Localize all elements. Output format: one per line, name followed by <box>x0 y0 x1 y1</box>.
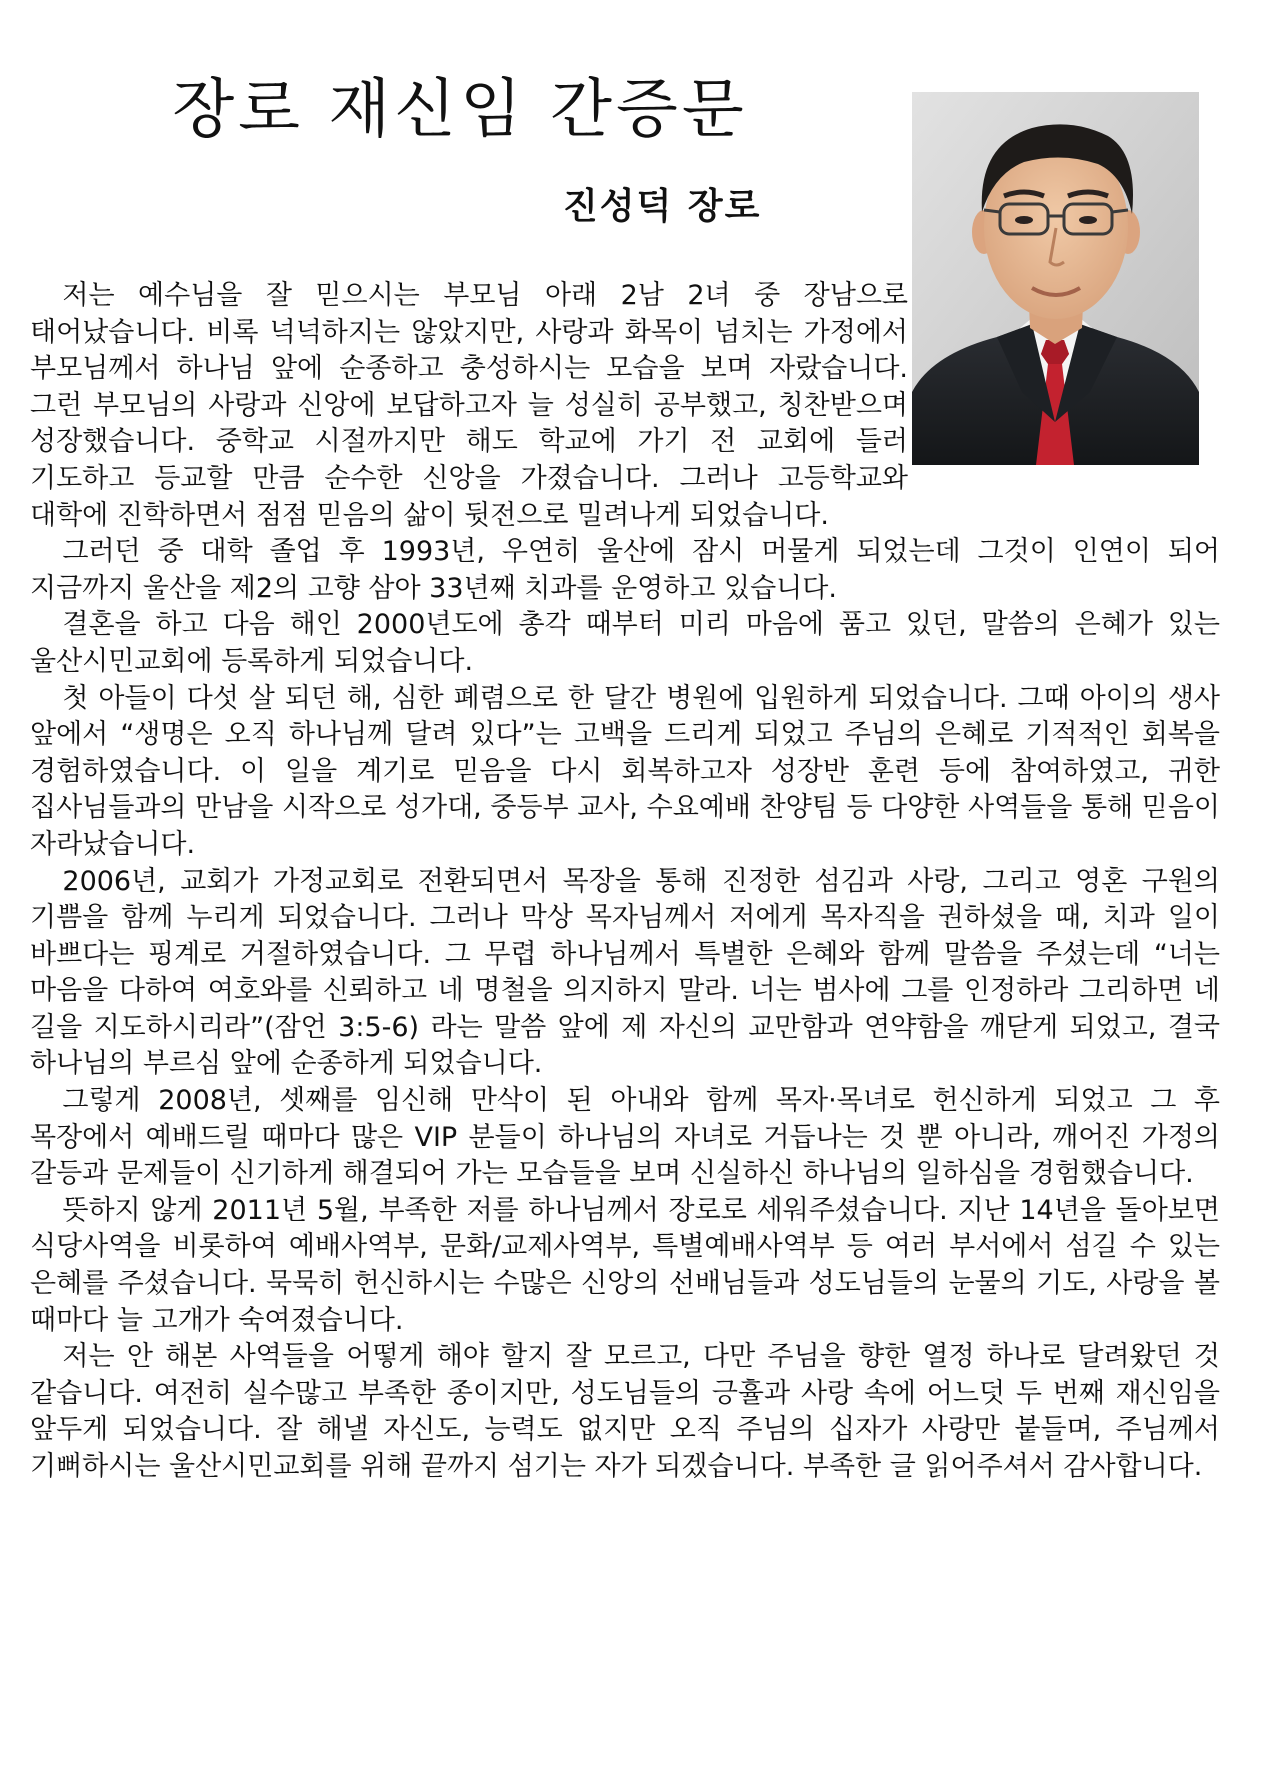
page-title: 장로 재신임 간증문 <box>172 73 748 147</box>
paragraph: 결혼을 하고 다음 해인 2000년도에 총각 때부터 미리 마음에 품고 있던, 말씀의 은혜가 있는 울산시민교회에 등록하게 되었습니다. <box>30 609 1220 677</box>
paragraph: 첫 아들이 다섯 살 되던 해, 심한 폐렴으로 한 달간 병원에 입원하게 되었습니다. 그때 아이의 생사 앞에서 “생명은 오직 하나님께 달려 있다”는 고백을 드리게 되었고 주님의 은혜로 기적적인 회복을 경험하였습니다. 이 일을 계기로 믿음을 다시 회복하고자 성장반 훈련 등에 참여하였고, 귀한 집사님들과의 만남을 시작으로 성가대, 중등부 교사, 수요예배 찬양팀 등 다양한 사역들을 통해 믿음이 자라났습니다. <box>30 682 1220 860</box>
author-name: 진성덕 장로 <box>563 186 762 227</box>
paragraph: 그러던 중 대학 졸업 후 1993년, 우연히 울산에 잠시 머물게 되었는데 그것이 인연이 되어 지금까지 울산을 제2의 고향 삼아 33년째 치과를 운영하고 있습니다. <box>30 536 1220 604</box>
paragraph: 그렇게 2008년, 셋째를 임신해 만삭이 된 아내와 함께 목자·목녀로 헌신하게 되었고 그 후 목장에서 예배드릴 때마다 많은 VIP 분들이 하나님의 자녀로 거듭나는 것 뿐 아니라, 깨어진 가정의 갈등과 문제들이 신기하게 해결되어 가는 모습들을 보며 신실하신 하나님의 일하심을 경험했습니다. <box>30 1085 1221 1190</box>
paragraph: 뜻하지 않게 2011년 5월, 부족한 저를 하나님께서 장로로 세워주셨습니다. 지난 14년을 돌아보면 식당사역을 비롯하여 예배사역부, 문화/교제사역부, 특별예배사역부 등 여러 부서에서 섬길 수 있는 은혜를 주셨습니다. 묵묵히 헌신하시는 수많은 신앙의 선배님들과 성도님들의 눈물의 기도, 사랑을 볼 때마다 늘 고개가 숙여졌습니다. <box>30 1194 1220 1336</box>
paragraph: 2006년, 교회가 가정교회로 전환되면서 목장을 통해 진정한 섬김과 사랑, 그리고 영혼 구원의 기쁨을 함께 누리게 되었습니다. 그러나 막상 목자님께서 저에게 목자직을 권하셨을 때, 치과 일이 바쁘다는 핑계로 거절하였습니다. 그 무렵 하나님께서 특별한 은혜와 함께 말씀을 주셨는데 “너는 마음을 다하여 여호와를 신뢰하고 네 명철을 의지하지 말라. 너는 범사에 그를 인정하라 그리하면 네 길을 지도하시리라”(잠언 3:5-6) 라는 말씀 앞에 제 자신의 교만함과 연약함을 깨닫게 되었고, 결국 하나님의 부르심 앞에 순종하게 되었습니다. <box>30 865 1220 1080</box>
paragraph: 저는 예수님을 잘 믿으시는 부모님 아래 2남 2녀 중 장남으로 태어났습니다. 비록 넉넉하지는 않았지만, 사랑과 화목이 넘치는 가정에서 부모님께서 하나님 앞에 순종하고 충성하시는 모습을 보며 자랐습니다. 그런 부모님의 사랑과 신앙에 보답하고자 늘 성실히 공부했고, 칭찬받으며 성장했습니다. 중학교 시절까지만 해도 학교에 가기 전 교회에 들러 기도하고 등교할 만큼 순수한 신앙을 가졌습니다. 그러나 고등학교와 대학에 진학하면서 점점 믿음의 삶이 뒷전으로 밀려나게 되었습니다. <box>30 280 908 531</box>
paragraph: 저는 안 해본 사역들을 어떻게 해야 할지 잘 모르고, 다만 주님을 향한 열정 하나로 달려왔던 것 같습니다. 여전히 실수많고 부족한 종이지만, 성도님들의 긍휼과 사랑 속에 어느덧 두 번째 재신임을 앞두게 되었습니다. 잘 해낼 자신도, 능력도 없지만 오직 주님의 십자가 사랑만 붙들며, 주님께서 기뻐하시는 울산시민교회를 위해 끝까지 섬기는 자가 되겠습니다. 부족한 글 읽어주셔서 감사합니다. <box>30 1341 1220 1482</box>
photo-wrap-spacer <box>908 278 1220 510</box>
testimony-body <box>30 278 1220 1486</box>
